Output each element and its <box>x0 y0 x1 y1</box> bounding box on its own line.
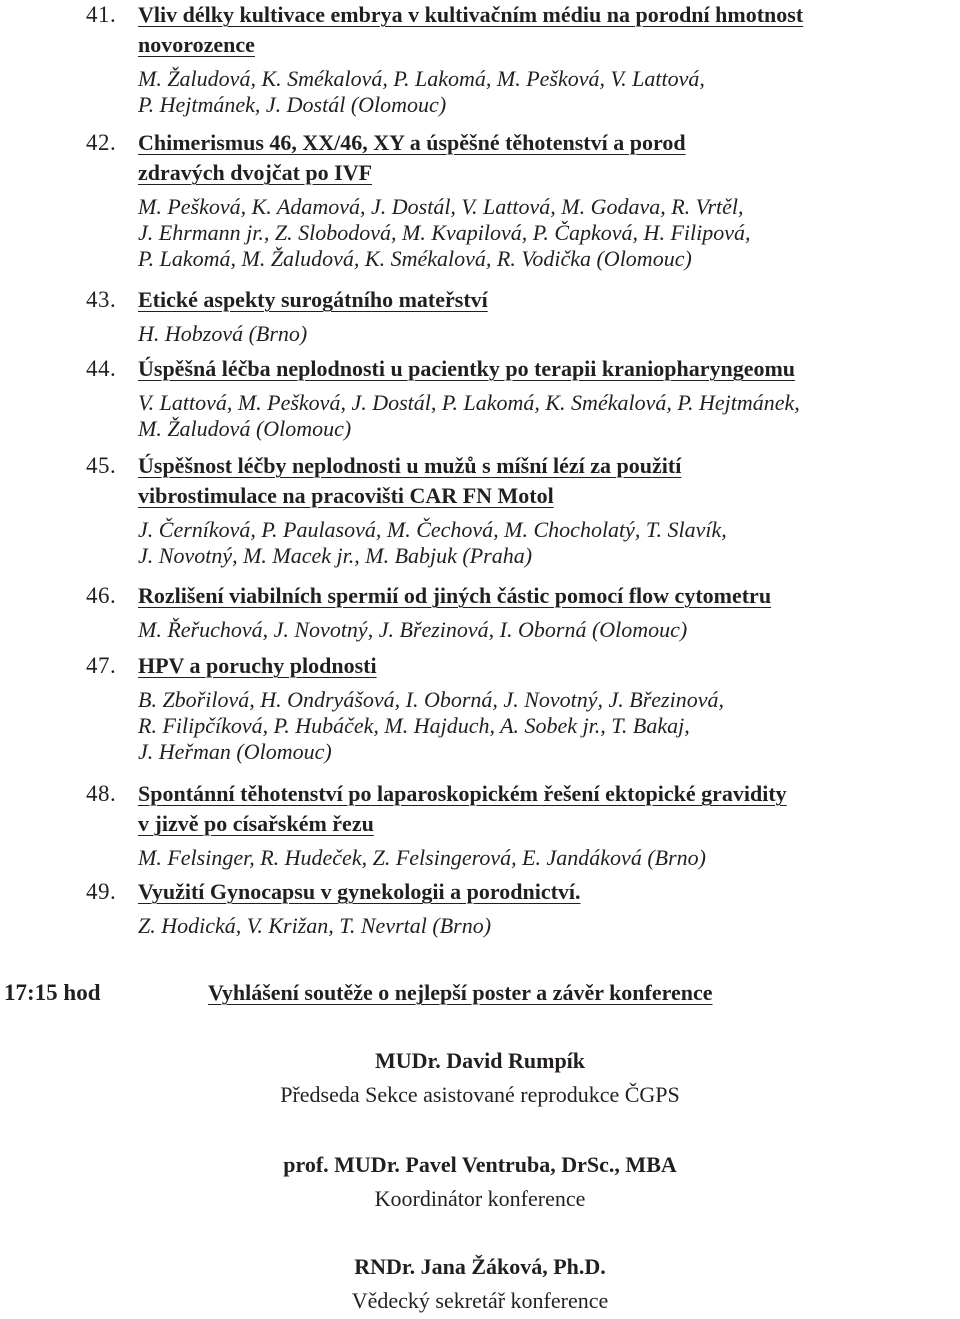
item-number: 45. <box>86 453 117 478</box>
signature-role: Předseda Sekce asistované reprodukce ČGPS <box>280 1082 680 1107</box>
signature-name: prof. MUDr. Pavel Ventruba, DrSc., MBA <box>283 1152 677 1177</box>
item-authors <box>138 845 950 871</box>
item-title <box>138 0 950 60</box>
item-authors <box>138 390 950 442</box>
signature-block <box>0 1252 960 1316</box>
title-line: Využití Gynocapsu v gynekologii a porodnictví. <box>138 879 581 904</box>
item-number: 42. <box>86 130 117 155</box>
author-line: M. Felsinger, R. Hudeček, Z. Felsingerová, E. Jandáková (Brno) <box>138 845 706 870</box>
author-line: J. Novotný, M. Macek jr., M. Babjuk (Praha) <box>138 543 533 568</box>
title-line: Úspěšnost léčby neplodnosti u mužů s míšní lézí za použití <box>138 453 682 478</box>
author-line: P. Hejtmánek, J. Dostál (Olomouc) <box>138 92 447 117</box>
signature-block <box>0 1150 960 1214</box>
item-number: 44. <box>86 356 117 381</box>
item-authors <box>138 321 950 347</box>
item-title <box>138 877 950 907</box>
author-line: Z. Hodická, V. Križan, T. Nevrtal (Brno) <box>138 913 492 938</box>
signature-block <box>0 1046 960 1110</box>
title-line: Úspěšná léčba neplodnosti u pacientky po terapii kraniopharyngeomu <box>138 356 796 381</box>
author-line: M. Žaludová (Olomouc) <box>138 416 352 441</box>
item-number: 47. <box>86 653 117 678</box>
item-title <box>138 128 950 188</box>
item-number: 43. <box>86 287 117 312</box>
signature-role: Vědecký sekretář konference <box>351 1288 609 1313</box>
author-line: M. Žaludová, K. Smékalová, P. Lakomá, M. Pešková, V. Lattová, <box>138 66 705 91</box>
item-title <box>138 285 950 315</box>
title-line: Rozlišení viabilních spermií od jiných částic pomocí flow cytometru <box>138 583 772 608</box>
item-title <box>138 451 950 511</box>
author-line: J. Černíková, P. Paulasová, M. Čechová, M. Chocholatý, T. Slavík, <box>138 517 727 542</box>
title-line: v jizvě po císařském řezu <box>138 811 374 836</box>
title-line: HPV a poruchy plodnosti <box>138 653 377 678</box>
author-line: M. Pešková, K. Adamová, J. Dostál, V. Lattová, M. Godava, R. Vrtěl, <box>138 194 744 219</box>
author-line: R. Filipčíková, P. Hubáček, M. Hajduch, A. Sobek jr., T. Bakaj, <box>138 713 690 738</box>
author-line: V. Lattová, M. Pešková, J. Dostál, P. Lakomá, K. Smékalová, P. Hejtmánek, <box>138 390 800 415</box>
session-time: 17:15 hod <box>4 980 101 1005</box>
item-title <box>138 354 950 384</box>
title-line: Etické aspekty surogátního mateřství <box>138 287 488 312</box>
item-authors <box>138 517 950 569</box>
item-title <box>138 651 950 681</box>
signature-role: Koordinátor konference <box>374 1186 586 1211</box>
signature-name: MUDr. David Rumpík <box>374 1048 586 1073</box>
title-line: Vliv délky kultivace embrya v kultivačním médiu na porodní hmotnost <box>138 2 804 27</box>
item-number: 46. <box>86 583 117 608</box>
author-line: M. Řeřuchová, J. Novotný, J. Březinová, I. Oborná (Olomouc) <box>138 617 688 642</box>
item-number: 41. <box>86 2 117 27</box>
item-authors <box>138 66 950 118</box>
title-line: Chimerismus 46, XX/46, XY a úspěšné těhotenství a porod <box>138 130 686 155</box>
author-line: H. Hobzová (Brno) <box>138 321 308 346</box>
author-line: B. Zbořilová, H. Ondryášová, I. Oborná, J. Novotný, J. Březinová, <box>138 687 724 712</box>
item-number: 49. <box>86 879 117 904</box>
title-line: Spontánní těhotenství po laparoskopickém řešení ektopické gravidity <box>138 781 787 806</box>
signature-name: RNDr. Jana Žáková, Ph.D. <box>354 1254 606 1279</box>
title-line: vibrostimulace na pracovišti CAR FN Motol <box>138 483 554 508</box>
author-line: P. Lakomá, M. Žaludová, K. Smékalová, R. Vodička (Olomouc) <box>138 246 692 271</box>
item-title <box>138 581 950 611</box>
item-number: 48. <box>86 781 117 806</box>
author-line: J. Heřman (Olomouc) <box>138 739 332 764</box>
item-authors <box>138 194 950 272</box>
title-line: novorozence <box>138 32 255 57</box>
item-authors <box>138 687 950 765</box>
title-line: zdravých dvojčat po IVF <box>138 160 373 185</box>
session-title: Vyhlášení soutěže o nejlepší poster a závěr konference <box>208 980 713 1005</box>
item-authors <box>138 617 950 643</box>
author-line: J. Ehrmann jr., Z. Slobodová, M. Kvapilová, P. Čapková, H. Filipová, <box>138 220 751 245</box>
item-authors <box>138 913 950 939</box>
item-title <box>138 779 950 839</box>
